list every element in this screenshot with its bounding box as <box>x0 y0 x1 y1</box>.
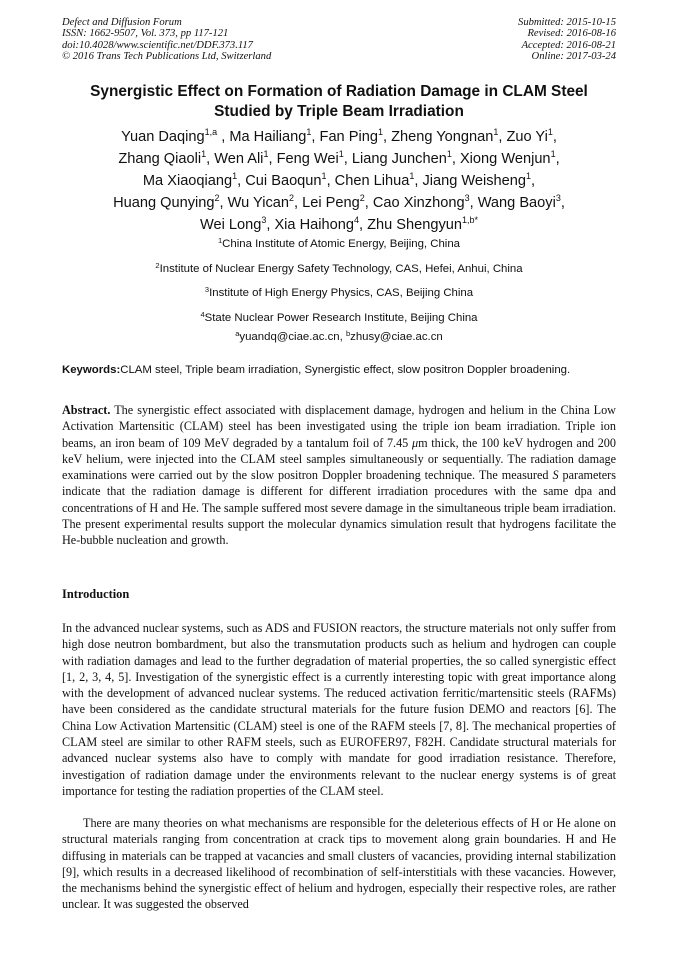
author: Lei Peng <box>302 195 360 211</box>
date-revised: Revised: 2016-08-16 <box>527 28 616 40</box>
author-sup: 1 <box>306 127 312 137</box>
abstract <box>62 402 616 549</box>
author-line-4: Huang Qunying$^2$, Wu Yican$^2$, Lei Peng$^2$, Cao Xinzhong$^3$, Wang Baoyi$^3$, <box>113 193 565 211</box>
affiliation-1 <box>62 237 616 251</box>
email-sup-b: b <box>345 329 351 338</box>
title-line-2: Studied by Triple Beam Irradiation <box>214 103 464 120</box>
abstract-label: Abstract. <box>62 403 111 417</box>
author: Chen Lihua <box>334 173 410 189</box>
author-sup: 1 <box>493 127 499 137</box>
author-sup: 2 <box>359 193 365 203</box>
affiliation-2 <box>62 262 616 276</box>
author-sup: 2 <box>214 193 220 203</box>
author-sup: 1 <box>201 149 207 159</box>
paragraph-text: In the advanced nuclear systems, such as ADS and FUSION reactors, the structure materials not only suffer from high dose neutron bombardment, but also the transmutation products such as helium and hydrogen can couple with radiation damages and lead to the further degradation of material properties, the so called synergistic effect [1, 2, 3, 4, 5]. Investigation of the synergistic effect is a currently interesting topic with great importance along with the development of advanced nuclear systems. The reduced activation ferritic/martensitic steels (RAFMs) have been considered as the candidate structural materials for the future fusion DEMO and reactors [6]. The China Low Activation Martensitic (CLAM) steel is one of the RAFM steels [7, 8]. The mechanical properties of CLAM steel are similar to other RAFM steels, such as EUROFER97, F82H. Candidate structural materials for advanced nuclear systems also have to comply with mandate for good irradiation resistance. Therefore, investigation of radiation damage under the environments relevant to the nuclear energy systems is of great importance for testing the radiation properties of the CLAM steel. <box>62 621 616 798</box>
affiliation-text: Institute of High Energy Physics, CAS, Beijing China <box>209 287 474 299</box>
abstract-text-1: The synergistic effect associated with displacement damage, hydrogen and helium in the China Low Activation Martensitic (CLAM) steel has been investigated using the triple ion beam irradiation. Triple ion beams, an iron beam of 109 MeV degraded by a tantalum foil of 7.45 <box>62 403 616 450</box>
author-sup: 4 <box>353 215 359 225</box>
email-b: zhusy@ciae.ac.cn <box>350 331 443 343</box>
author: Xiong Wenjun <box>459 151 551 167</box>
journal-issn: ISSN: 1662-9507, Vol. 373, pp 117-121 <box>62 28 229 40</box>
affiliation-sup: 1 <box>217 236 223 245</box>
author-sup: 1 <box>526 171 532 181</box>
date-submitted: Submitted: 2015-10-15 <box>518 17 616 28</box>
author: Wen Ali <box>214 151 264 167</box>
journal-copyright: © 2016 Trans Tech Publications Ltd, Switzerland <box>62 51 272 63</box>
date-online: Online: 2017-03-24 <box>531 51 616 63</box>
author-list <box>62 126 616 236</box>
affiliation-text: China Institute of Atomic Energy, Beijing, China <box>222 238 461 250</box>
author-sup: 1 <box>446 149 452 159</box>
author-sup: 1 <box>550 149 556 159</box>
author: Cao Xinzhong <box>372 195 465 211</box>
author-sup: 3 <box>464 193 470 203</box>
affiliation-sup: 4 <box>200 310 205 319</box>
keywords-text: CLAM steel, Triple beam irradiation, Synergistic effect, slow positron Doppler broadening. <box>120 364 571 376</box>
author-sup: 3 <box>261 215 267 225</box>
paper-title <box>62 82 616 122</box>
author: Jiang Weisheng <box>422 173 527 189</box>
author-emails <box>62 330 616 344</box>
author: Zuo Yi <box>506 129 548 145</box>
affiliation-text: Institute of Nuclear Energy Safety Technology, CAS, Hefei, Anhui, China <box>159 263 523 275</box>
author-line-2: Zhang Qiaoli$^1$, Wen Ali$^1$, Feng Wei$^1$, Liang Junchen$^1$, Xiong Wenjun$^1$, <box>118 149 560 167</box>
author-sup: 1 <box>338 149 344 159</box>
email-sup-a: a <box>235 329 240 338</box>
section-heading-introduction: Introduction <box>62 587 130 601</box>
author: Liang Junchen <box>351 151 447 167</box>
author-sup: 1 <box>321 171 327 181</box>
author-line-3: Ma Xiaoqiang$^1$, Cui Baoqun$^1$, Chen Lihua$^1$, Jiang Weisheng$^1$, <box>142 171 536 189</box>
author: Xia Haihong <box>274 217 354 233</box>
author-sup: 2 <box>289 193 295 203</box>
abstract-text-2: m thick, the 100 keV hydrogen and 200 keV helium, were injected into the CLAM steel samples simultaneously or sequentially. The radiation damage examinations were carried out by the slow positron Doppler broadening technique. The measured <box>62 435 616 483</box>
author: Ma Hailiang <box>229 129 307 145</box>
author: Zhang Qiaoli <box>118 151 202 167</box>
author-sup: 1 <box>547 127 553 137</box>
title-line-1: Synergistic Effect on Formation of Radiation Damage in CLAM Steel <box>90 83 588 100</box>
author: Feng Wei <box>276 151 339 167</box>
s-parameter-symbol: S <box>552 468 559 483</box>
affiliation-3 <box>62 286 616 300</box>
author-sup: 1,b* <box>462 215 479 225</box>
author: Cui Baoqun <box>245 173 322 189</box>
author: Wang Baoyi <box>477 195 556 211</box>
author-sup: 1 <box>409 171 415 181</box>
author-sup: 1 <box>232 171 238 181</box>
keywords-label: Keywords: <box>62 364 121 376</box>
author-sup: 1 <box>377 127 383 137</box>
author: Wei Long <box>199 217 262 233</box>
journal-info <box>62 17 271 63</box>
affiliation-sup: 2 <box>155 261 160 270</box>
mu-symbol: μ <box>411 435 419 450</box>
date-accepted: Accepted: 2016-08-21 <box>521 39 616 51</box>
author: Wu Yican <box>227 195 289 211</box>
email-a: yuandq@ciae.ac.cn, <box>239 331 346 343</box>
author: Huang Qunying <box>113 195 215 211</box>
keywords <box>62 363 622 377</box>
author: Zhu Shengyun <box>367 217 463 233</box>
author-sup: 1 <box>263 149 269 159</box>
introduction-paragraph-2 <box>62 815 616 913</box>
publication-dates <box>518 17 616 63</box>
affiliation-text: State Nuclear Power Research Institute, Beijing China <box>204 312 478 324</box>
author-sup: 1,a <box>204 127 218 137</box>
author-line-5: Wei Long$^3$, Xia Haihong$^4$, Zhu Shengyun$^{1,b*}$ <box>199 215 479 233</box>
author: Fan Ping <box>319 129 378 145</box>
introduction-paragraph-1 <box>62 620 616 799</box>
author-line-1: Yuan Daqing$^{1,a}$ , Ma Hailiang$^1$, Fan Ping$^1$, Zheng Yongnan$^1$, Zuo Yi$^1$, <box>121 127 557 145</box>
author: Zheng Yongnan <box>391 129 494 145</box>
abstract-text-3: parameters indicate that the radiation damage is different for different irradiation procedures with the same dpa and concentrations of H and He. The sample suffered most severe damage in the simultaneous triple beam irradiation. The present experimental results support the molecular dynamics simulation result that hydrogens facilitate the He-bubble nucleation and growth. <box>62 468 616 548</box>
journal-doi: doi:10.4028/www.scientific.net/DDF.373.117 <box>62 39 253 51</box>
paragraph-text: There are many theories on what mechanisms are responsible for the deleterious effects of H or He alone on structural materials ranging from concentration at crack tips to movement along grain boundaries. H and He diffusing in materials can be trapped at vacancies and small clusters of vacancies, providing internal stabilization [9], which results in a decreased likelihood of recombination of self-interstitials with these vacancies. However, the mechanisms behind the synergistic effect of helium and hydrogen, especially their respective roles, are rather unclear. It was suggested the observed <box>62 816 616 912</box>
author: Yuan Daqing <box>121 129 205 145</box>
affiliation-4 <box>62 311 616 325</box>
affiliation-sup: 3 <box>204 285 210 294</box>
author-sup: 3 <box>555 193 561 203</box>
author: Ma Xiaoqiang <box>142 173 233 189</box>
journal-name: Defect and Diffusion Forum <box>62 17 182 28</box>
